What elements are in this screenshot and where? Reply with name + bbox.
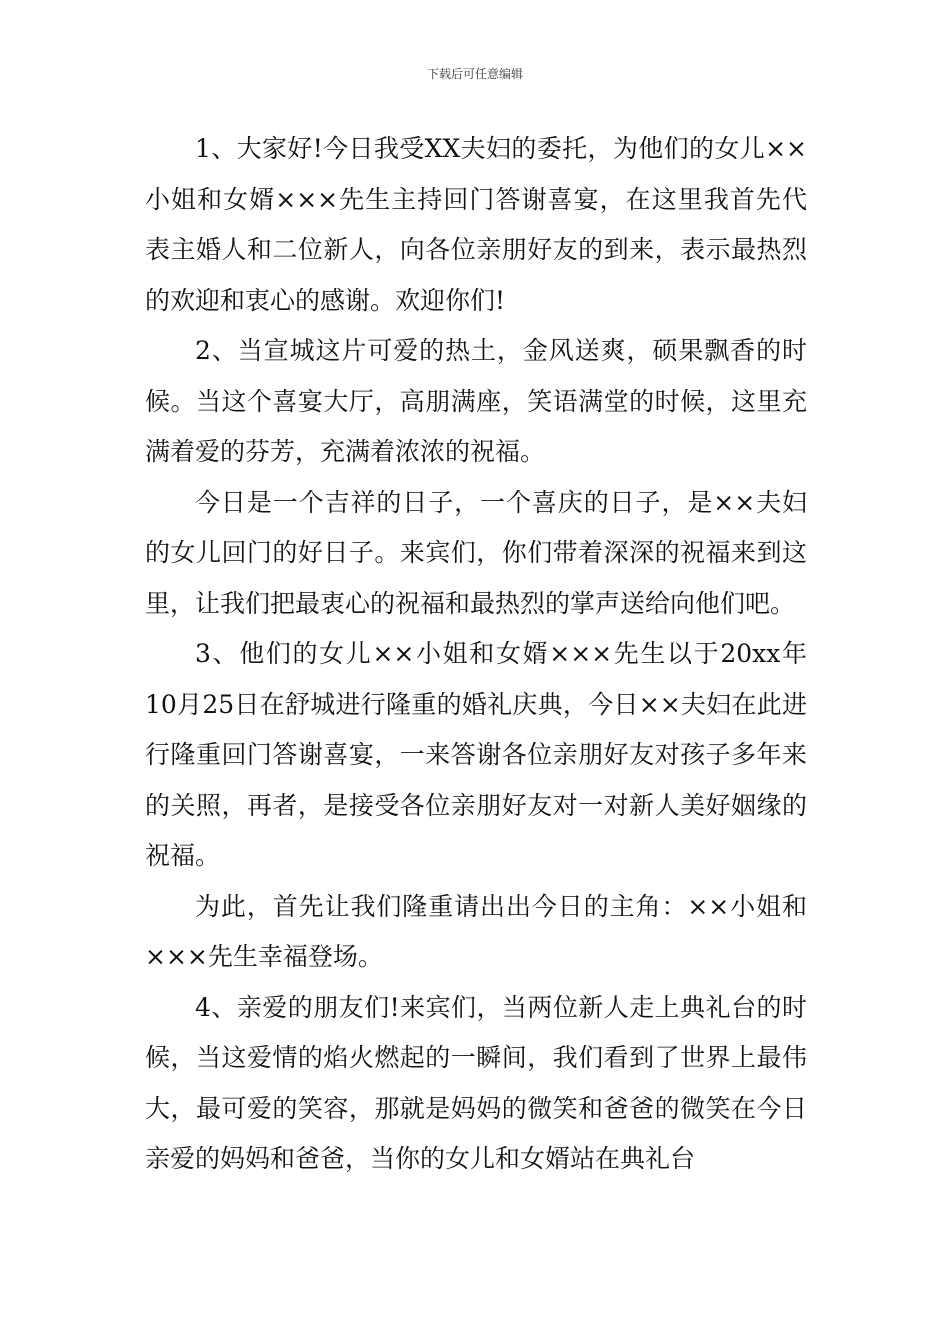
paragraph-6: 4、亲爱的朋友们!来宾们，当两位新人走上典礼台的时候，当这爱情的焰火燃起的一瞬间，我们看到了世界上最伟大，最可爱的笑容，那就是妈妈的微笑和爸爸的微笑在今日亲爱的妈妈和爸爸，当你的女儿和女婿站在典礼台 (145, 992, 807, 1173)
paragraph-5: 为此，首先让我们隆重请出出今日的主角：××小姐和×××先生幸福登场。 (145, 891, 807, 971)
page-header: 下载后可任意编辑 (426, 67, 523, 81)
paragraph-3: 今日是一个吉祥的日子，一个喜庆的日子，是××夫妇的女儿回门的好日子。来宾们，你们带着深深的祝福来到这里，让我们把最衷心的祝福和最热烈的掌声送给向他们吧。 (145, 487, 807, 618)
paragraph-1: 1、大家好!今日我受XX夫妇的委托，为他们的女儿××小姐和女婿×××先生主持回门答谢喜宴，在这里我首先代表主婚人和二位新人，向各位亲朋好友的到来，表示最热烈的欢迎和衷心的感谢。欢迎你们! (145, 134, 807, 315)
document-body (145, 124, 807, 1185)
paragraph-4: 3、他们的女儿××小姐和女婿×××先生以于20xx年10月25日在舒城进行隆重的婚礼庆典，今日××夫妇在此进行隆重回门答谢喜宴，一来答谢各位亲朋好友对孩子多年来的关照，再者，是接受各位亲朋好友对一对新人美好姻缘的祝福。 (145, 639, 807, 870)
paragraph-2: 2、当宣城这片可爱的热土，金风送爽，硕果飘香的时候。当这个喜宴大厅，高朋满座，笑语满堂的时候，这里充满着爱的芬芳，充满着浓浓的祝福。 (145, 336, 807, 466)
